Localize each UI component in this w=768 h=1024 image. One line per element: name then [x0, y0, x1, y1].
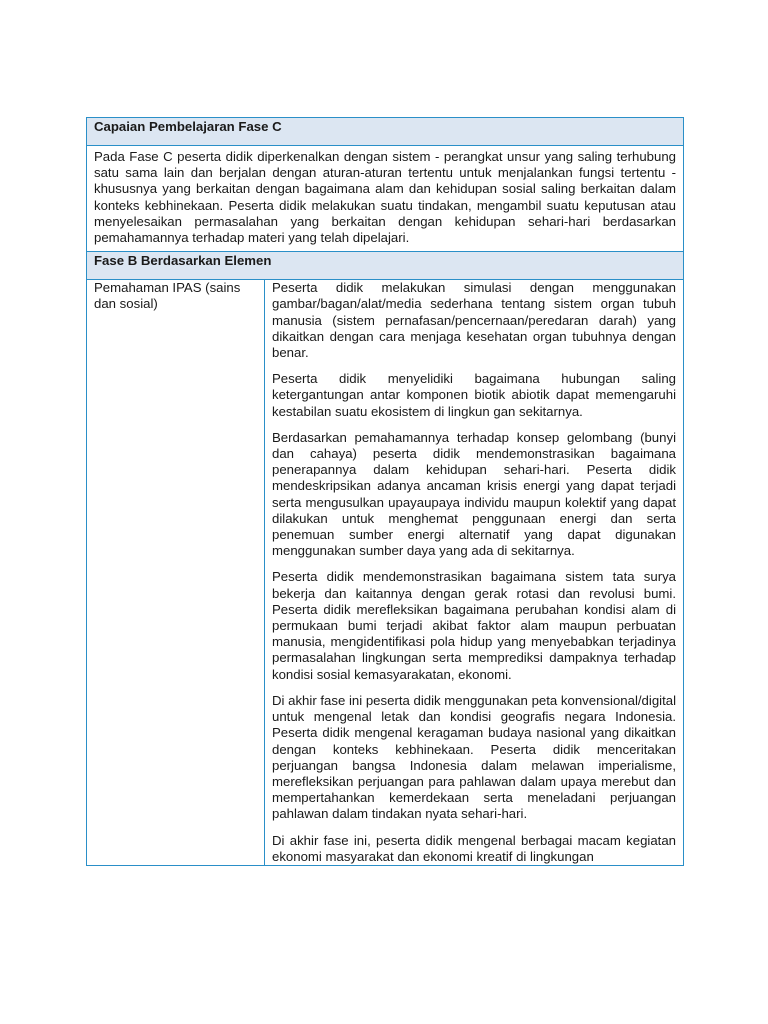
section-header-fase-b: Fase B Berdasarkan Elemen [87, 252, 684, 280]
description-paragraph: Peserta didik mendemonstrasikan bagaimana sistem tata surya bekerja dan kaitannya dengan gerak rotasi dan revolusi bumi. Peserta didik merefleksikan bagaimana perubahan kondisi alam di permukaan bumi terjadi akibat faktor alam maupun perbuatan manusia, mengidentifikasi pola hidup yang menyebabkan terjadinya permasalahan lingkungan serta memprediksi dampaknya terhadap kondisi sosial kemasyarakatan, ekonomi. [272, 569, 677, 682]
table-row [87, 118, 684, 146]
section-header-fase-c: Capaian Pembelajaran Fase C [87, 118, 684, 146]
description-paragraph: Di akhir fase ini peserta didik menggunakan peta konvensional/digital untuk mengenal letak dan kondisi geografis negara Indonesia. Peserta didik mengenal keragaman budaya nasional yang dikaitkan dengan konteks kebhinekaan. Peserta didik menceritakan perjuangan bangsa Indonesia dalam melawan imperialisme, merefleksikan perjuangan para pahlawan dalam upaya merebut dan mempertahankan kemerdekaan serta meneladani perjuangan pahlawan dalam tindakan nyata sehari-hari. [272, 692, 677, 822]
table-row [87, 252, 684, 280]
table-row [87, 146, 684, 252]
element-description-cell [265, 280, 684, 866]
learning-outcomes-table [86, 117, 684, 866]
description-paragraph: Peserta didik menyelidiki bagaimana hubungan saling ketergantungan antar komponen biotik abiotik dapat memengaruhi kestabilan suatu ekosistem di lingkun gan sekitarnya. [272, 371, 677, 419]
element-name-cell: Pemahaman IPAS (sains dan sosial) [87, 280, 265, 866]
description-paragraph: Peserta didik melakukan simulasi dengan menggunakan gambar/bagan/alat/media sederhana tentang sistem organ tubuh manusia (sistem pernafasan/pencernaan/peredaran darah) yang dikaitkan dengan cara menjaga kesehatan organ tubuhnya dengan benar. [272, 280, 677, 361]
intro-paragraph: Pada Fase C peserta didik diperkenalkan dengan sistem - perangkat unsur yang saling terhubung satu sama lain dan berjalan dengan aturan-aturan tertentu untuk menjalankan fungsi tertentu - khususnya yang berkaitan dengan bagaimana alam dan kehidupan sosial saling berkaitan dalam konteks kebhinekaan. Peserta didik melakukan suatu tindakan, mengambil suatu keputusan atau menyelesaikan permasalahan yang berkaitan dengan kehidupan sehari-hari berdasarkan pemahamannya terhadap materi yang telah dipelajari. [87, 146, 684, 252]
description-paragraph: Di akhir fase ini, peserta didik mengenal berbagai macam kegiatan ekonomi masyarakat dan ekonomi kreatif di lingkungan [272, 832, 677, 864]
table-row [87, 280, 684, 866]
description-paragraph: Berdasarkan pemahamannya terhadap konsep gelombang (bunyi dan cahaya) peserta didik mendemonstrasikan bagaimana penerapannya dalam kehidupan sehari-hari. Peserta didik mendeskripsikan adanya ancaman krisis energi yang dapat terjadi serta mengusulkan upayaupaya individu maupun kolektif yang dapat dilakukan untuk menghemat penggunaan energi dan serta penemuan sumber energi alternatif yang dapat digunakan menggunakan sumber daya yang ada di sekitarnya. [272, 429, 677, 559]
